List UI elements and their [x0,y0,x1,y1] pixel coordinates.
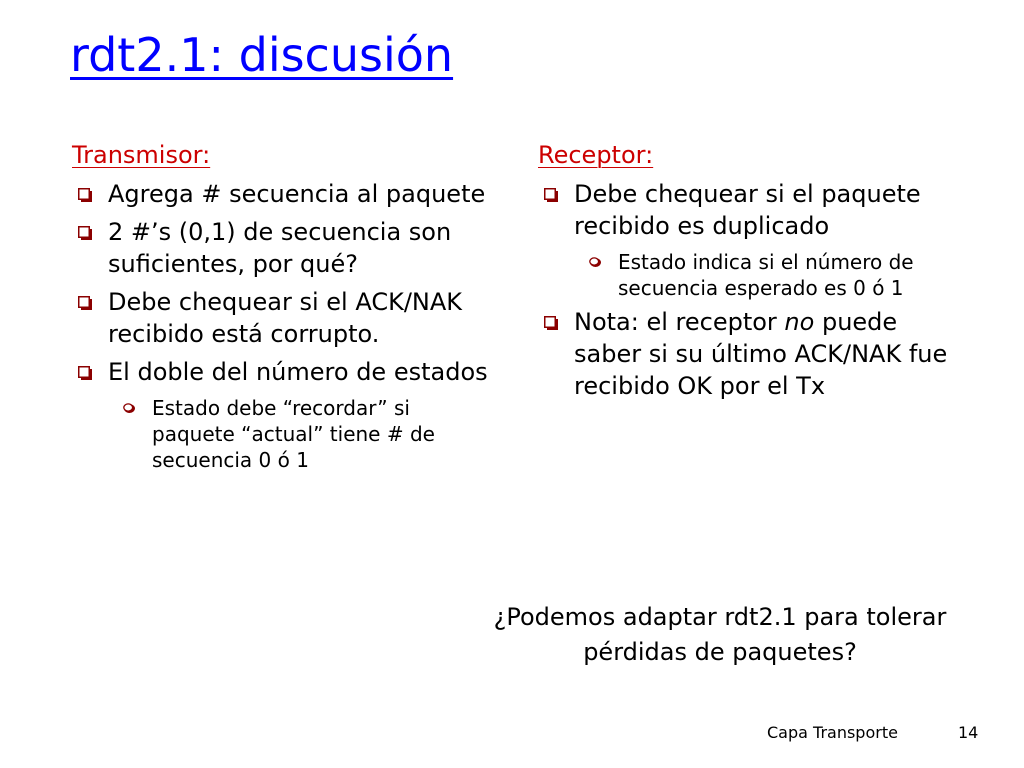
page-number: 14 [958,723,979,742]
sender-subitem-text: Estado debe “recordar” si paquete “actual” tiene # de secuencia 0 ó 1 [152,395,435,472]
sender-item [72,217,492,281]
slide-title: rdt2.1: discusión [70,28,454,82]
receiver-item-text: Debe chequear si el paquete recibido es duplicado [574,180,921,241]
sender-heading: Transmisor: [72,141,211,169]
footer-label: Capa Transporte [767,723,898,742]
sender-item-text: Debe chequear si el ACK/NAK recibido está corrupto. [108,287,463,348]
receiver-item [538,179,958,301]
receiver-subitem-text: Estado indica si el número de secuencia esperado es 0 ó 1 [618,250,914,300]
receiver-note-after: puede saber si su último ACK/NAK fue recibido OK por el Tx [574,308,948,400]
sender-sublist [108,395,492,473]
box-bullet-icon [78,226,92,240]
sender-item [72,287,492,351]
box-bullet-icon [78,296,92,310]
receiver-item [538,307,958,403]
sender-list [72,179,492,472]
sender-item-text: 2 #’s (0,1) de secuencia son suficientes, por qué? [108,218,452,278]
sender-subitem [108,395,492,473]
receiver-heading: Receptor: [538,141,654,169]
receiver-sublist [574,249,958,301]
sender-item-text: Agrega # secuencia al paquete [108,180,486,209]
receiver-note-before: Nota: el receptor [574,308,785,336]
receiver-list [538,179,958,403]
circle-bullet-icon [588,256,602,268]
circle-bullet-icon [122,402,136,414]
box-bullet-icon [544,316,558,330]
closing-question: ¿Podemos adaptar rdt2.1 para tolerar pérdidas de paquetes? [493,603,947,666]
receiver-note-emphasis: no [784,308,815,336]
receiver-note-text [574,308,947,400]
box-bullet-icon [544,188,558,202]
sender-item [72,179,492,211]
box-bullet-icon [78,188,92,202]
box-bullet-icon [78,366,92,380]
sender-item-text: El doble del número de estados [108,357,488,386]
receiver-column [538,140,958,409]
sender-item [72,357,492,473]
sender-column [72,140,492,479]
receiver-subitem [574,249,958,301]
